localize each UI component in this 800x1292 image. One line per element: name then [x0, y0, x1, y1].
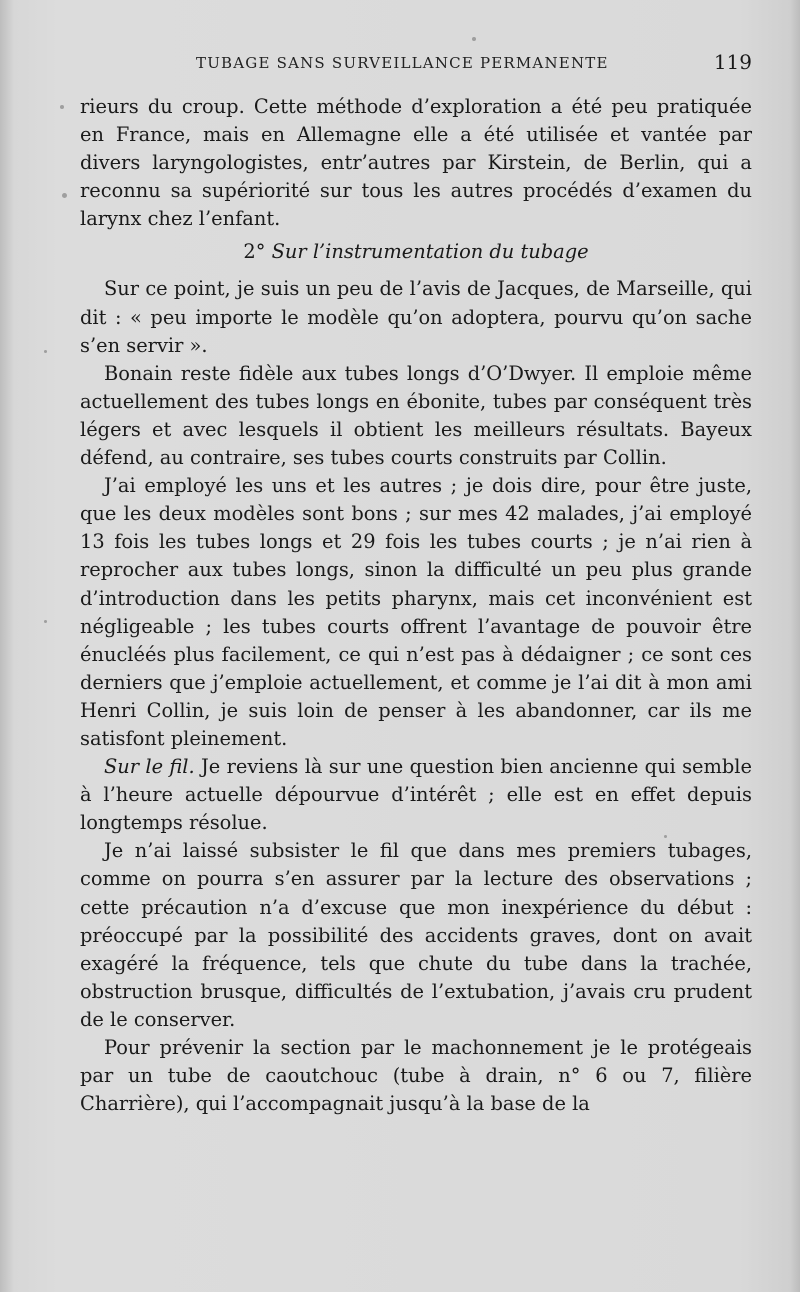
print-speck	[62, 193, 67, 198]
print-speck	[44, 620, 47, 623]
paragraph-prevenir-section: Pour prévenir la section par le machonnement je le protégeais par un tube de caoutchouc (tube à drain, n° 6 ou 7, filière Charrière), qui l’accompagnait jusqu’à la base de la	[80, 1036, 752, 1116]
page-number: 119	[713, 50, 752, 74]
running-title: TUBAGE SANS SURVEILLANCE PERMANENTE	[196, 54, 609, 72]
paragraph-fil-premiers-tubages: Je n’ai laissé subsister le fil que dans mes premiers tubages, comme on pourra s’en assurer par la lecture des observations ; cette précaution n’a d’excuse que mon inexpérience du début : préoccupé par la possibilité des accidents graves, dont on avait exagéré la fréquence, tels que chute du tube dans la trachée, obstruction brusque, difficultés de l’extubation, j’avais cru prudent de le conserver.	[80, 839, 752, 1031]
print-speck	[664, 835, 667, 838]
section-heading	[80, 238, 752, 266]
section-heading-text: Sur l’instrumentation du tubage	[271, 240, 589, 264]
body-text	[80, 93, 752, 1118]
print-speck	[472, 37, 476, 41]
paragraph-continuation: rieurs du croup. Cette méthode d’exploration a été peu pratiquée en France, mais en Allemagne elle a été utilisée et vantée par divers laryngologistes, entr’autres par Kirstein, de Berlin, qui a reconnu sa supériorité sur tous les autres procédés d’examen du larynx chez l’enfant.	[80, 95, 752, 231]
paragraph-tubes-comparison: J’ai employé les uns et les autres ; je dois dire, pour être juste, que les deux modèles sont bons ; sur mes 42 malades, j’ai employé 13 fois les tubes longs et 29 fois les tubes courts ; je n’ai rien à reprocher aux tubes longs, sinon la difficulté un peu plus grande d’introduction dans les petits pharynx, mais cet inconvénient est négligeable ; les tubes courts offrent l’avantage de pouvoir être énucléés plus facilement, ce qui n’est pas à dédaigner ; ce sont ces derniers que j’emploie actuellement, et comme je l’ai dit à mon ami Henri Collin, je suis loin de penser à les abandonner, car ils me satisfont pleinement.	[80, 474, 752, 750]
section-heading-number: 2°	[243, 240, 266, 264]
page-header	[80, 48, 752, 78]
print-speck	[44, 350, 47, 353]
paragraph-sur-le-fil	[80, 753, 752, 837]
paragraph-bonain: Bonain reste fidèle aux tubes longs d’O’Dwyer. Il emploie même actuellement des tubes longs en ébonite, tubes par conséquent très légers et avec lesquels il obtient les meilleurs résultats. Bayeux défend, au contraire, ses tubes courts construits par Collin.	[80, 361, 752, 470]
print-speck	[60, 105, 64, 109]
paragraph-sur-le-fil-text: Je reviens là sur une question bien ancienne qui semble à l’heure actuelle dépourvue d’intérêt ; elle est en effet depuis longtemps résolue.	[80, 755, 752, 835]
inline-label-sur-le-fil: Sur le fil.	[104, 755, 195, 779]
paragraph-jacques: Sur ce point, je suis un peu de l’avis de Jacques, de Marseille, qui dit : « peu importe le modèle qu’on adoptera, pourvu qu’on sache s’en servir ».	[80, 277, 752, 357]
